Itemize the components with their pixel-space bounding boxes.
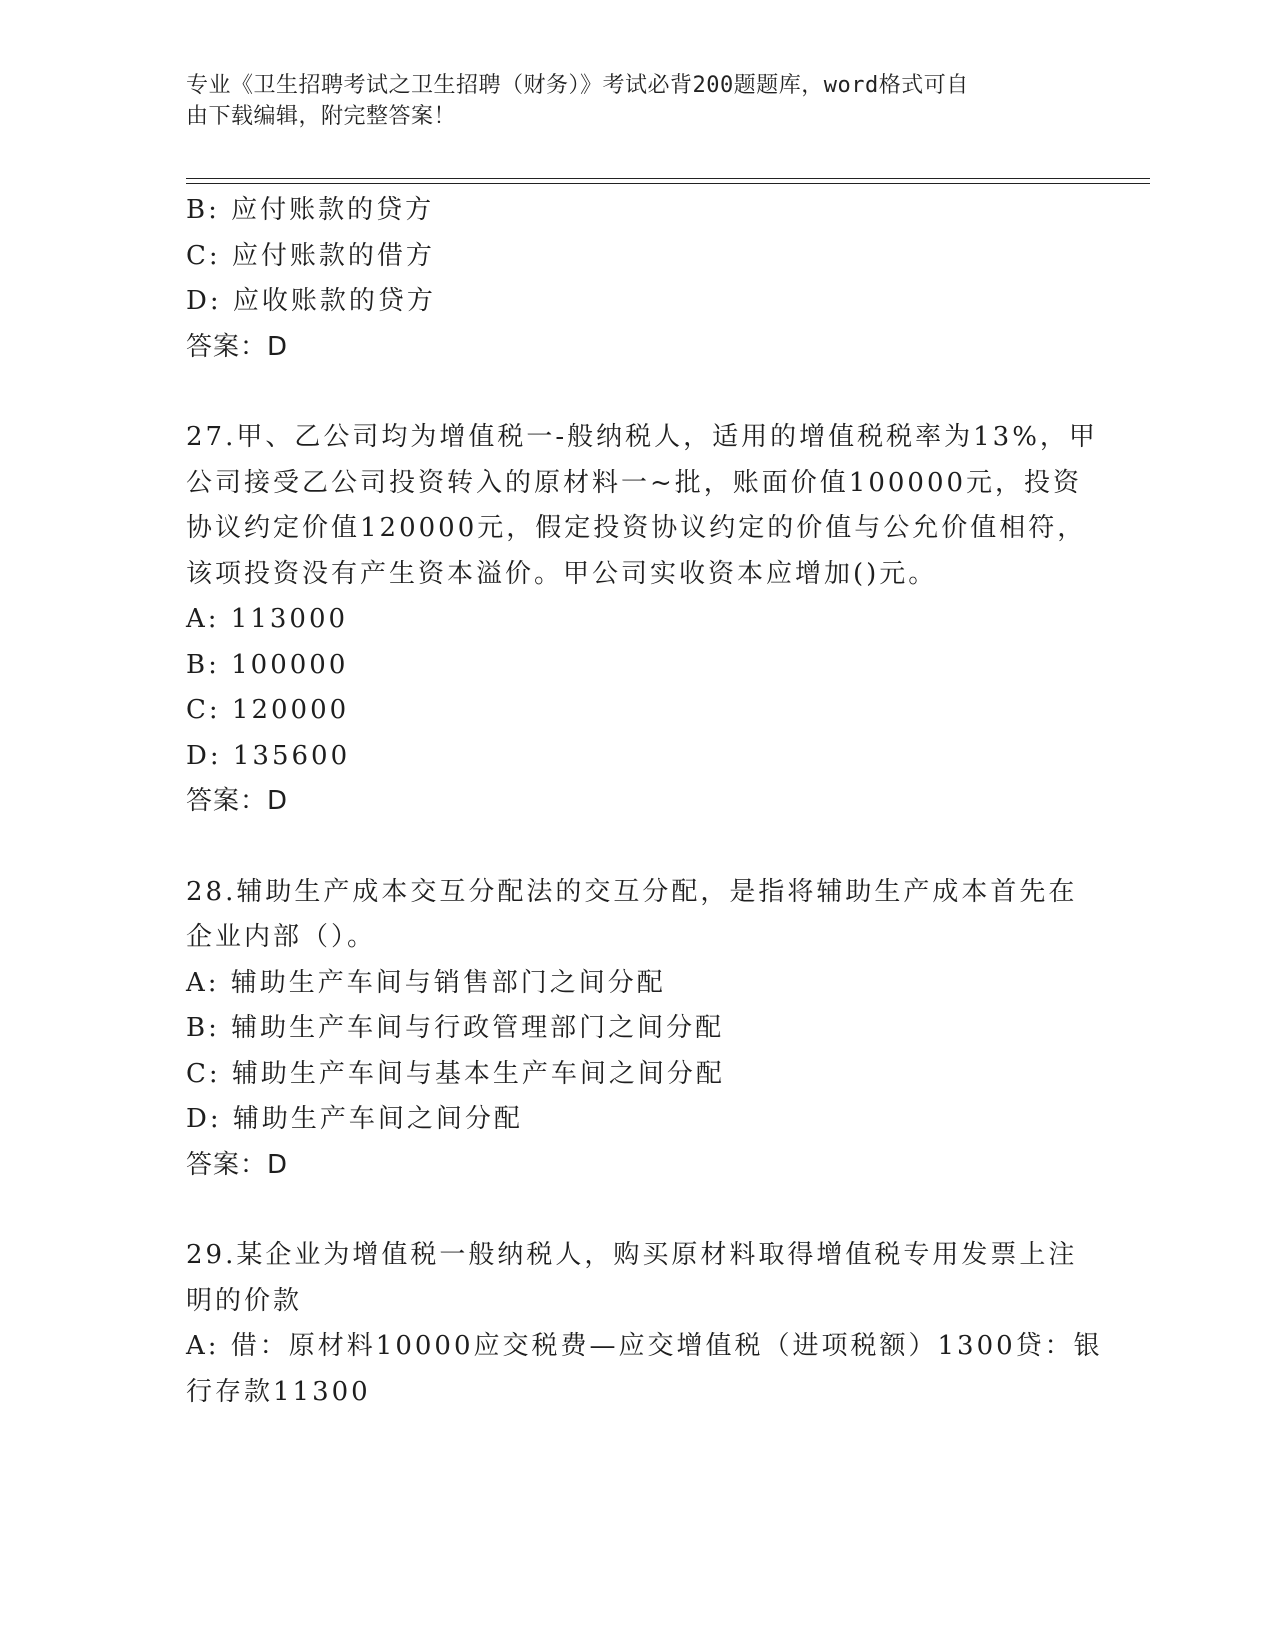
option-a: A: 辅助生产车间与销售部门之间分配 [186, 967, 666, 998]
question-stem-line: 公司接受乙公司投资转入的原材料一~批，账面价值100000元，投资 [186, 467, 1083, 498]
question-stem-line: 28.辅助生产成本交互分配法的交互分配，是指将辅助生产成本首先在 [186, 876, 1078, 907]
option-b: B: 辅助生产车间与行政管理部门之间分配 [186, 1013, 725, 1043]
option-c: C: 120000 [186, 695, 350, 725]
question-stem-line: 明的价款 [186, 1285, 303, 1316]
header-divider-bottom [186, 183, 1150, 184]
header-divider-top [186, 178, 1150, 179]
question-27 [186, 415, 1098, 825]
question-stem-line: 27.甲、乙公司均为增值税一-般纳税人，适用的增值税税率为13%，甲 [186, 422, 1098, 452]
answer: 答案：D [186, 1149, 289, 1180]
document-header [186, 70, 1066, 132]
answer: 答案：D [186, 786, 289, 816]
header-line-1: 专业《卫生招聘考试之卫生招聘（财务）》考试必背200题题库，word格式可自 [186, 73, 969, 98]
option-b: B: 100000 [186, 649, 349, 680]
option-a: A: 113000 [186, 604, 349, 634]
document-body [186, 188, 1103, 1415]
option-a: A: 借：原材料10000应交税费—应交增值税（进项税额）1300贷：银 [186, 1331, 1103, 1361]
question-stem-line: 协议约定价值120000元，假定投资协议约定的价值与公允价值相符， [186, 513, 1087, 543]
option-c: C: 应付账款的借方 [186, 240, 435, 271]
option-c: C: 辅助生产车间与基本生产车间之间分配 [186, 1058, 725, 1089]
option-a-continued: 行存款11300 [186, 1376, 371, 1407]
question-28 [186, 870, 1086, 1189]
answer: 答案：D [186, 331, 289, 362]
header-line-2: 由下载编辑，附完整答案！ [186, 104, 457, 129]
option-d: D: 辅助生产车间之间分配 [186, 1104, 523, 1134]
question-stem-line: 该项投资没有产生资本溢价。甲公司实收资本应增加()元。 [186, 558, 938, 589]
question-stem-line: 29.某企业为增值税一般纳税人，购买原材料取得增值税专用发票上注 [186, 1240, 1078, 1270]
option-d: D: 135600 [186, 740, 351, 771]
question-26-continuation [186, 188, 1086, 370]
option-b: B: 应付账款的贷方 [186, 195, 435, 225]
option-d: D: 应收账款的贷方 [186, 286, 436, 316]
question-29 [186, 1233, 1103, 1415]
question-stem-line: 企业内部（）。 [186, 922, 377, 952]
